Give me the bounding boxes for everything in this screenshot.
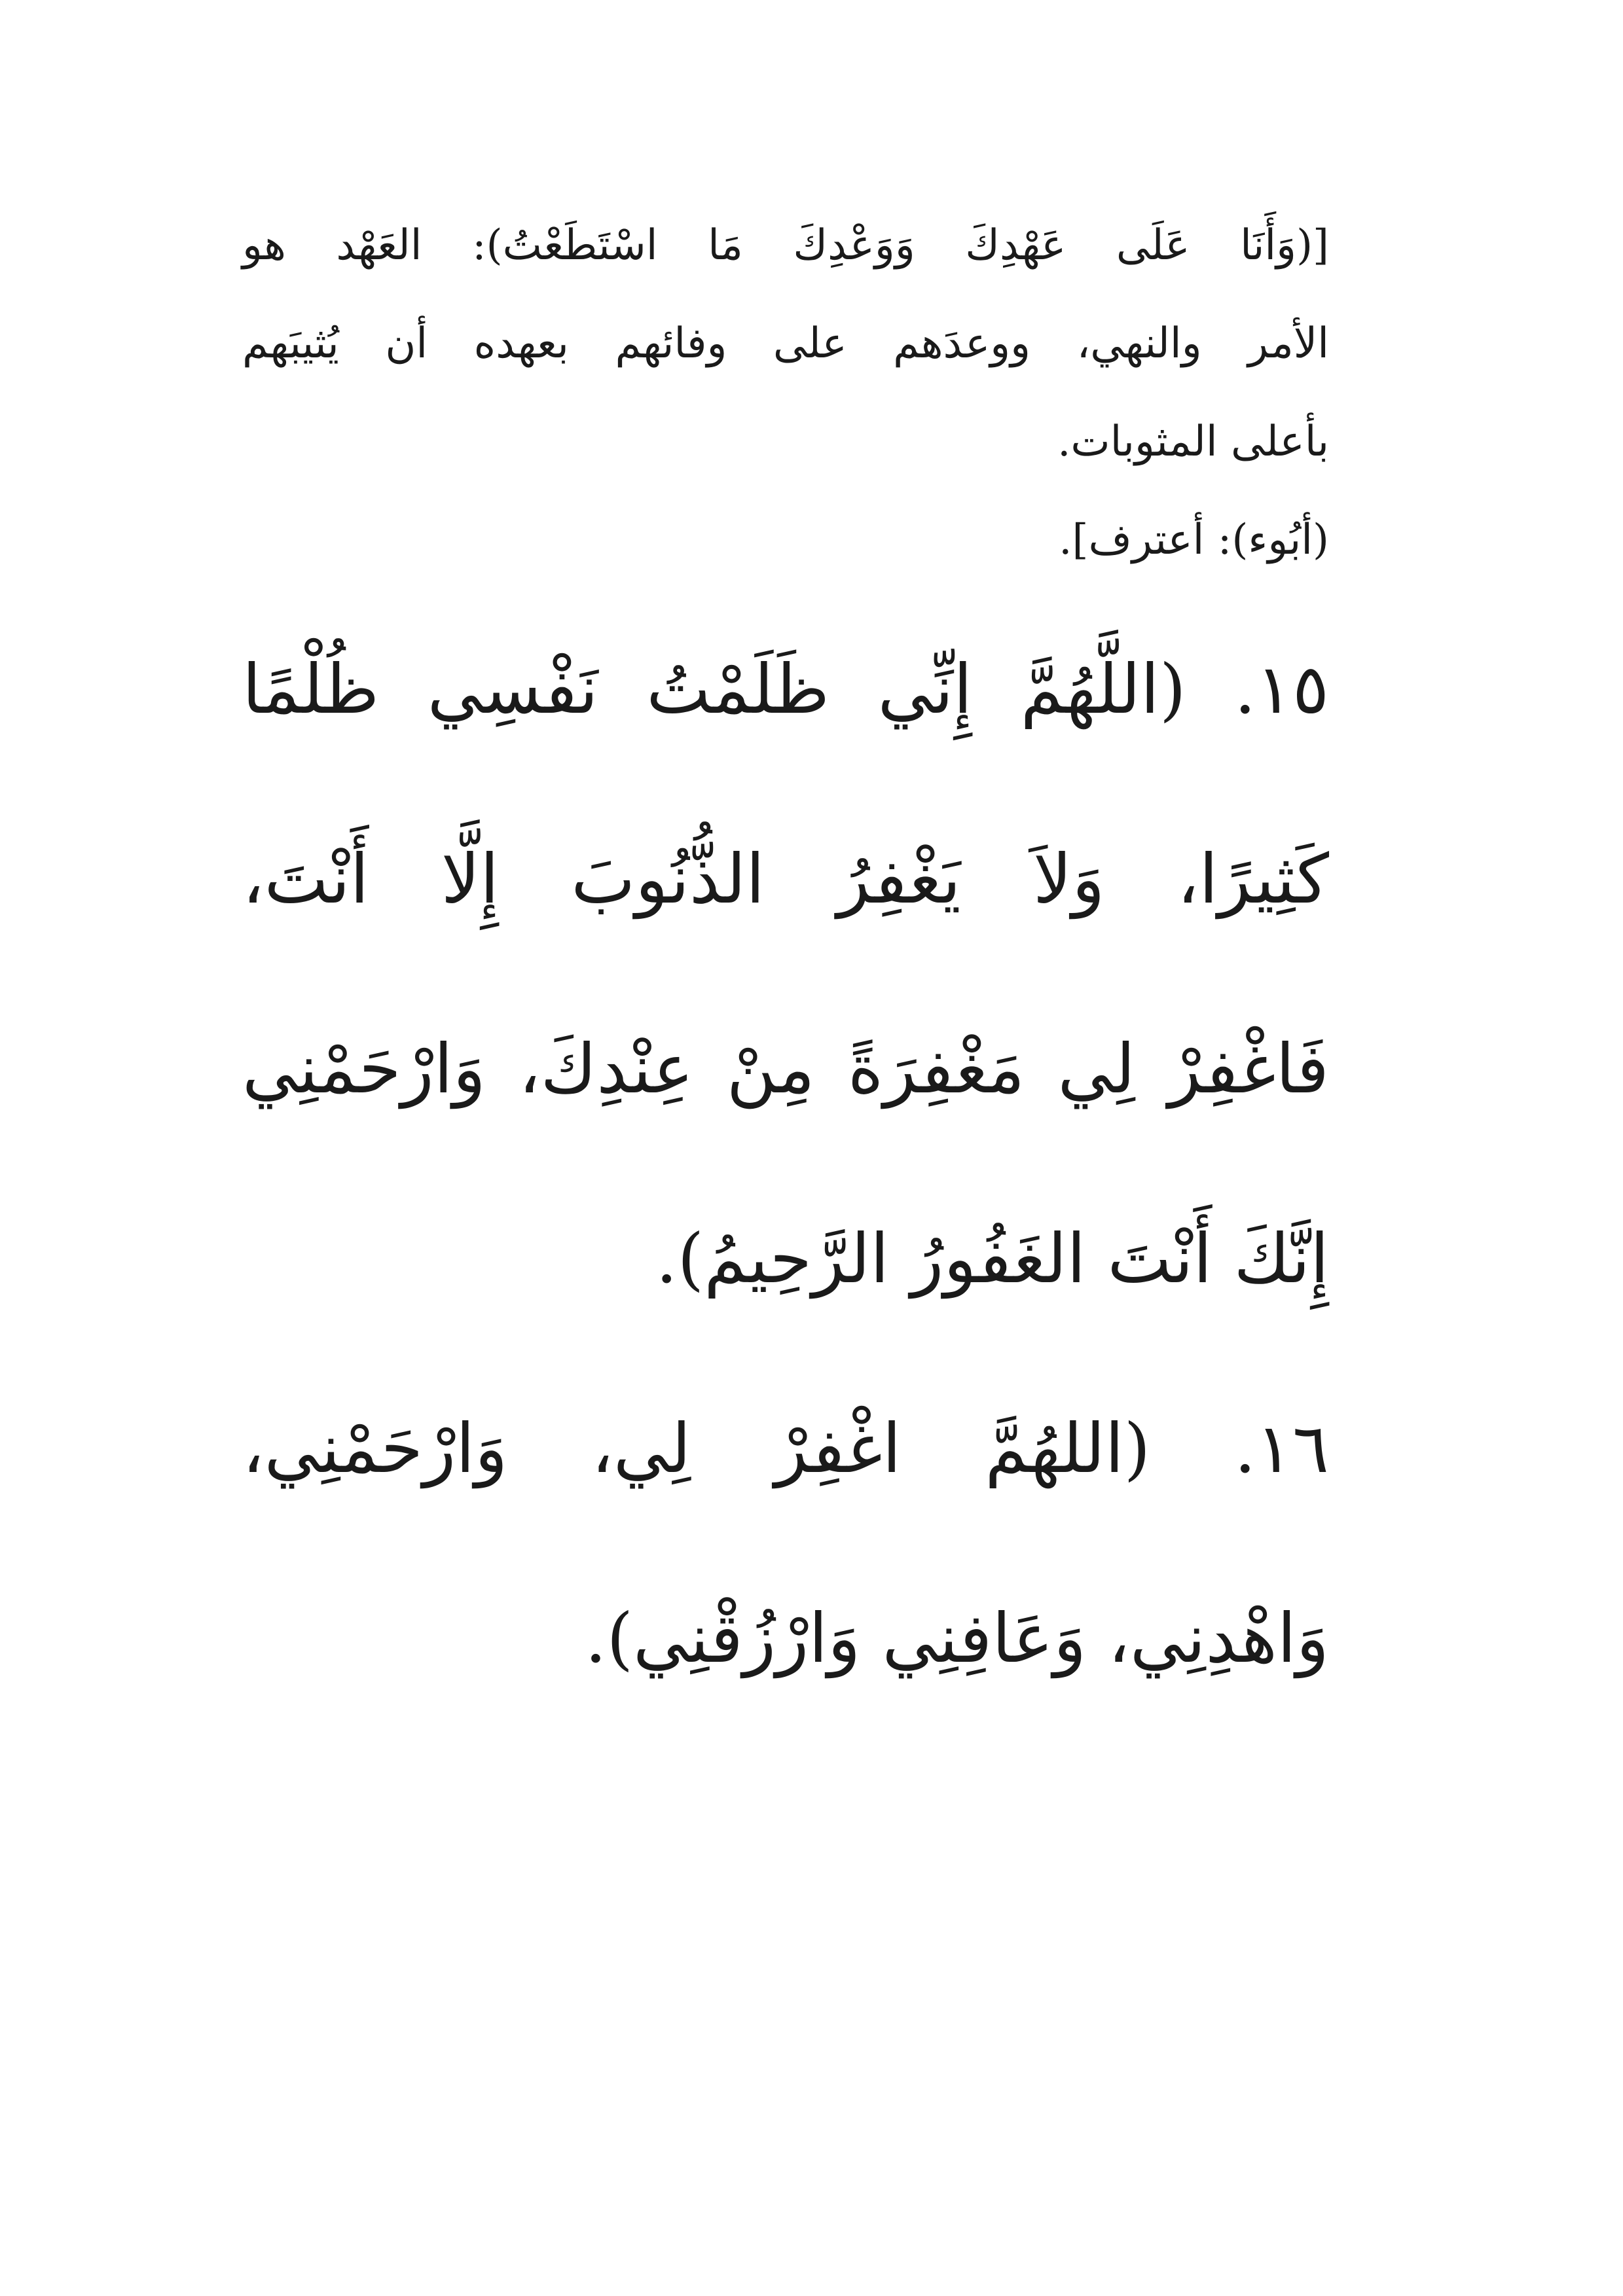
supplication-line: فَاغْفِرْ لِي مَغْفِرَةً مِنْ عِنْدِكَ، وَارْحَمْنِي: [242, 1029, 1329, 1109]
supplication-line: ١٥. (اللَّهُمَّ إِنِّي ظَلَمْتُ نَفْسِي ظُلْمًا: [242, 649, 1329, 729]
supplication-line: ١٦. (اللهُمَّ اغْفِرْ لِي، وَارْحَمْنِي،: [242, 1408, 1329, 1488]
supplication-16: [242, 1354, 1329, 1733]
supplication-line: كَثِيرًا، وَلاَ يَغْفِرُ الذُّنُوبَ إِلَّا أَنْتَ،: [242, 839, 1329, 919]
supplication-line: إِنَّكَ أَنْتَ الغَفُورُ الرَّحِيمُ).: [655, 1219, 1329, 1299]
supplication-line: وَاهْدِنِي، وَعَافِنِي وَارْزُقْنِي).: [585, 1598, 1329, 1678]
commentary-line: الأمر والنهي، ووعدَهم على وفائهم بعهده أن يُثيبَهم: [242, 319, 1329, 368]
page-content: [242, 196, 1329, 1733]
commentary-line: [(وَأَنَا عَلَى عَهْدِكَ وَوَعْدِكَ مَا اسْتَطَعْتُ): العَهْد هو: [242, 221, 1329, 270]
commentary-line: بأعلى المثوبات.: [1057, 418, 1329, 466]
supplications-block: [242, 594, 1329, 1733]
commentary-block: [242, 196, 1329, 589]
supplication-15: [242, 594, 1329, 1354]
commentary-line: (أبُوء): أعترف].: [1059, 516, 1329, 564]
